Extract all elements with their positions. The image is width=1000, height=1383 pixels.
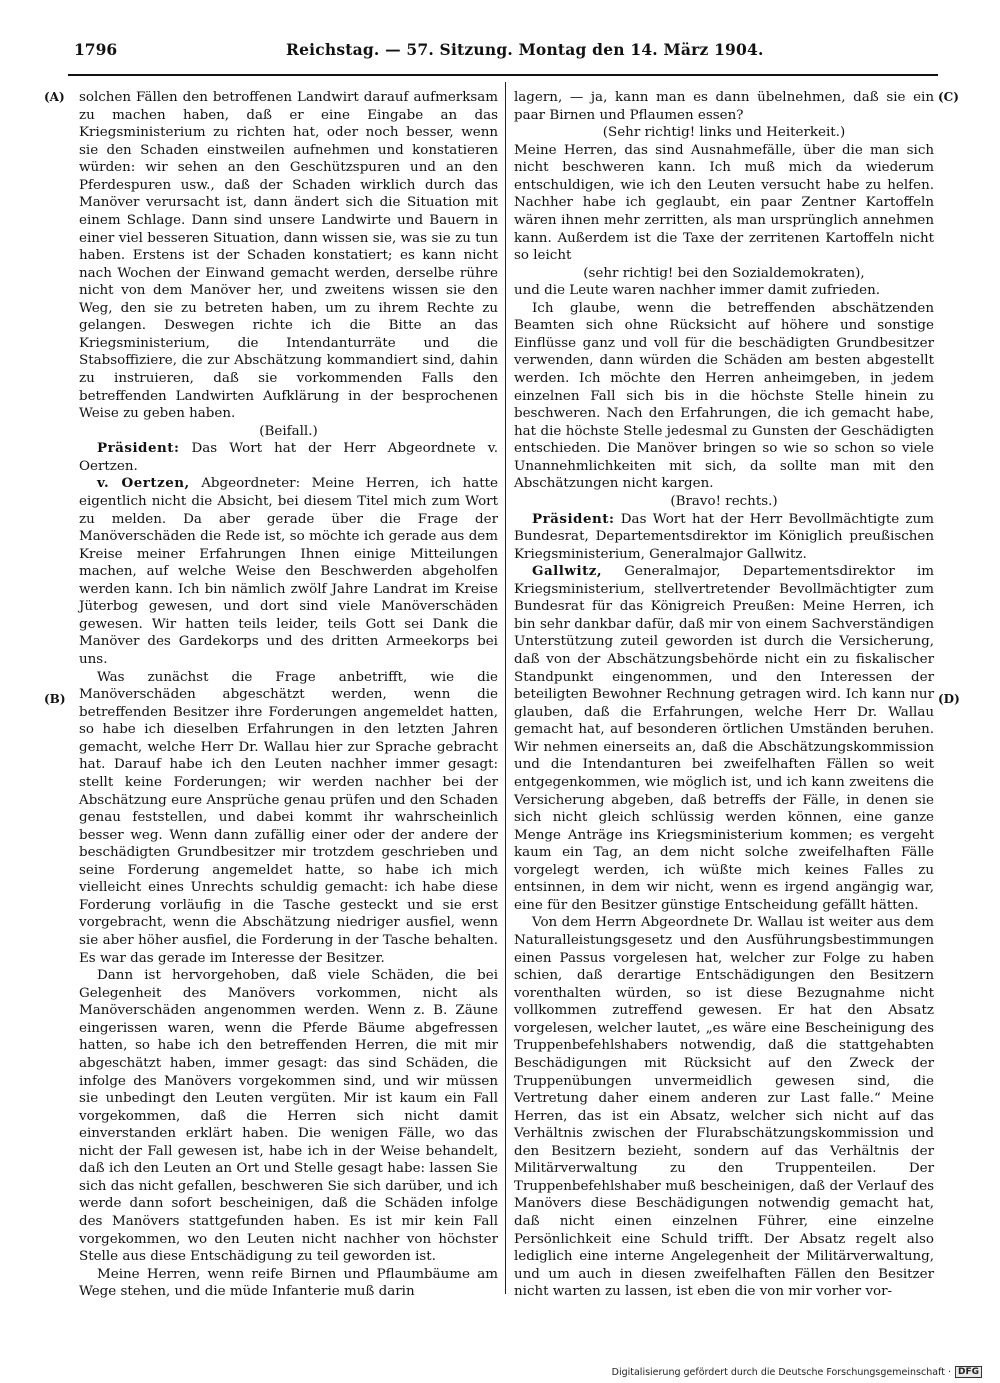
speaker-name: Gallwitz,: [532, 563, 603, 580]
margin-mark-a: (A): [44, 90, 65, 104]
page-number: 1796: [74, 40, 118, 59]
margin-mark-c: (C): [938, 90, 959, 104]
column-divider: [505, 82, 506, 1294]
paragraph: [79, 475, 498, 668]
left-column: [79, 89, 498, 1301]
speaker-name: Präsident:: [532, 510, 615, 527]
paragraph-text: Was zunächst die Frage anbetrifft, wie die Manöverschäden abgeschätzt werden, wenn die betreffenden Besitzer ihre Forderungen angemeldet hatten, so habe ich dieselben Erfahrungen in den letzten Jahren gemacht, welche Herr Dr. Wallau hier zur Sprache gebracht hat. Darauf habe ich den Leuten nachher immer gesagt: stellt keine Forderungen; wir werden nachher bei der Abschätzung eure Ansprüche genau prüfen und den Schaden genau feststellen, und dabei kommt ihr wahrscheinlich besser weg. Wenn dann zufällig einer oder der andere der beschädigten Grundbesitzer mir trotzdem geschrieben und seine Forderung angemeldet hatte, so habe ich mich vielleicht eines Unrechts schuldig gemacht: ich habe diese Forderung vorläufig in die Tasche gesteckt und sie erst vorgebracht, wenn die Abschätzung niedriger ausfiel, wenn sie aber höher ausfiel, die Forderung in der Tasche behalten. Es war das gerade im Interesse der Besitzer.: [79, 669, 498, 966]
running-title: Reichstag. — 57. Sitzung. Montag den 14. März 1904.: [286, 40, 764, 59]
stage-direction: [514, 124, 934, 142]
paragraph: [514, 914, 934, 1300]
paragraph: [514, 142, 934, 265]
page-header: [74, 40, 932, 64]
paragraph: [514, 511, 934, 564]
paragraph: [514, 282, 934, 300]
dfg-logo: DFG: [955, 1366, 982, 1378]
paragraph-text: und die Leute waren nachher immer damit zufrieden.: [514, 283, 881, 299]
margin-mark-b: (B): [44, 692, 66, 706]
paragraph: [79, 440, 498, 475]
paragraph-text: Dann ist hervorgehoben, daß viele Schäden, die bei Gelegenheit des Manövers vorkommen, nicht als Manöverschäden angenommen werden. Wenn z. B. Zäune eingerissen waren, wenn die Pferde Bäume abgefressen hatten, so habe ich den betreffenden Herren, die mit mir abgeschätzt haben, immer gesagt: das sind Schäden, die infolge des Manövers vorgekommen sind, und wir müssen sie unbedingt den Leuten vergüten. Mir ist kaum ein Fall vorgekommen, daß die Herren sich nicht damit einverstanden erklärt haben. Die wenigen Fälle, wo das nicht der Fall gewesen ist, habe ich in der Weise behandelt, daß ich den Leuten an Ort und Stelle gesagt habe: lassen Sie sich das nicht gefallen, beschweren Sie sich darüber, und ich werde dann sofort bescheinigen, daß die Schäden infolge des Manövers stattgefunden haben. Es ist mir kein Fall vorgekommen, wo den Leuten nicht nachher von höchster Stelle aus diese Entschädigung zu teil geworden ist.: [79, 968, 498, 1265]
paragraph-text: Das Wort hat der Herr Abgeordnete v. Oertzen.: [79, 441, 498, 474]
paragraph: [514, 300, 934, 493]
margin-mark-d: (D): [938, 692, 960, 706]
paragraph: [514, 563, 934, 914]
paragraph-text: (sehr richtig! bei den Sozialdemokraten),: [583, 265, 865, 281]
footer-credit: Digitalisierung gefördert durch die Deutsche Forschungsgemeinschaft ·: [611, 1366, 951, 1378]
paragraph: [79, 1266, 498, 1301]
paragraph-text: Abgeordneter: Meine Herren, ich hatte eigentlich nicht die Absicht, bei diesem Titel mich zum Wort zu melden. Da aber gerade über die Frage der Manöverschäden die Rede ist, so möchte ich gerade aus dem Kreise meiner Erfahrungen Ihnen einige Mitteilungen machen, auf welche Weise den Beschwerden abgeholfen werden kann. Ich bin nämlich zwölf Jahre Landrat im Kreise Jüterbog gewesen, und dort sind viele Manöverschäden gewesen. Wir hatten teils leider, teils Gott sei Dank die Manöver des Gardekorps und des dritten Armeekorps bei uns.: [79, 476, 499, 667]
paragraph-text: (Beifall.): [259, 423, 318, 439]
speaker-name: Präsident:: [97, 440, 180, 457]
paragraph-text: Von dem Herrn Abgeordnete Dr. Wallau ist weiter aus dem Naturalleistungsgesetz und den Ausführungsbestimmungen einen Passus vorgelesen hat, welcher zur Folge zu haben schien, daß derartige Entschädigungen den Besitzern vorenthalten würden, so ist diese Bezugnahme nicht vollkommen zutreffend gewesen. Er hat den Absatz vorgelesen, welcher lautet, „es wäre eine Bescheinigung des Truppenbefehlshabers notwendig, daß die stattgehabten Beschädigungen mit Rücksicht auf den Zweck der Truppenübungen unvermeidlich gewesen sind, die Vertretung daher einem anderen zur Last falle.“ Meine Herren, das ist ein Absatz, welcher sich nicht auf das Verhältnis zwischen der Flurabschätzungskommission und den Besitzern bezieht, sondern auf das Verhältnis der Militärverwaltung zu den Truppenteilen. Der Truppenbefehlshaber muß bescheinigen, daß der Verlauf des Manövers diese Beschädigungen notwendig gemacht hat, daß nicht einen einzelnen Führer, eine einzelne Persönlichkeit eine Schuld trifft. Der Absatz regelt also lediglich eine interne Angelegenheit der Militärverwaltung, und um auch in diesen zweifelhaften Fällen den Besitzer nicht warten zu lassen, ist eben die von mir vorher vor-: [514, 915, 934, 1300]
speaker-name: v. Oertzen,: [97, 475, 190, 492]
paragraph-text: lagern, — ja, kann man es dann übelnehmen, daß sie ein paar Birnen und Pflaumen essen?: [514, 90, 934, 123]
paragraph-text: Meine Herren, das sind Ausnahmefälle, über die man sich nicht beschweren kann. Ich muß mich da wiederum entschuldigen, wie ich den Leuten versucht habe zu helfen. Nachher habe ich geglaubt, ein paar Zentner Kartoffeln wären ihnen mehr zerritten, als man ursprünglich annehmen kann. Außerdem ist die Taxe der zerritenen Kartoffeln nicht so leicht: [514, 142, 934, 264]
paragraph: [79, 89, 498, 423]
paragraph: [79, 967, 498, 1266]
paragraph: [79, 669, 498, 968]
header-rule: [68, 74, 938, 76]
paragraph-text: Generalmajor, Departementsdirektor im Kriegsministerium, stellvertretender Bevollmächtigter zum Bundesrat für das Königreich Preußen: Meine Herren, ich bin sehr dankbar dafür, daß mir von einem Sachverständigen Unterstützung zuteil geworden ist durch die Versicherung, daß von der Abschätzungsbehörde nicht ein zu fiskalischer Standpunkt eingenommen, und den Interessen der beteiligten Bewohner Rechnung getragen wird. Ich kann nur glauben, daß die Erfahrungen, welche Herr Dr. Wallau gemacht hat, auf besonderen örtlichen Umständen beruhen. Wir nehmen einerseits an, daß die Abschätzungskommission und die Intendanturen bei zweifelhaften Fällen so weit entgegenkommen, wie möglich ist, und ich kann zweitens die Versicherung abgeben, daß betreffs der Fälle, in denen sie sich nicht gleich schlüssig werden können, eine ganze Menge Anträge ins Kriegsministerium kommen; es vergeht kaum ein Tag, an dem nicht solche zweifelhaften Fälle vorgelegt werden, ich wüßte mich keines Falles zu entsinnen, in dem wir nicht, wenn es irgend angängig war, eine für den Besitzer günstige Entscheidung gefällt hätten.: [514, 564, 934, 913]
paragraph-text: (Sehr richtig! links und Heiterkeit.): [602, 125, 846, 141]
paragraph-text: Ich glaube, wenn die betreffenden abschätzenden Beamten sich ohne Rücksicht auf höhere und sonstige Einflüsse ganz und voll für die beschädigten Grundbesitzer verwenden, dann würden die Schäden am besten abgestellt werden. Ich möchte den Herren anheimgeben, in jedem einzelnen Fall sich bis in die höchste Stelle hinein zu beschweren. Nach den Erfahrungen, die ich gemacht habe, hat die höchste Stelle jedesmal zu Gunsten der Geschädigten entschieden. Die Manöver bringen so wie so schon so viele Unannehmlichkeiten mit sich, da sollte man mit den Abschätzungen nicht kargen.: [514, 300, 934, 492]
right-column: [514, 89, 934, 1301]
paragraph-text: Das Wort hat der Herr Bevollmächtigte zum Bundesrat, Departementsdirektor im Königlich preußischen Kriegsministerium, Generalmajor Gallwitz.: [514, 511, 934, 562]
stage-direction: [79, 423, 498, 441]
paragraph-text: solchen Fällen den betroffenen Landwirt darauf aufmerksam zu machen haben, daß er eine Eingabe an das Kriegsministerium zu richten hat, oder noch besser, wenn sie den Schaden einstweilen aufnehmen und konstatieren würden: wir sehen an den Geschützspuren und an den Pferdespuren usw., daß der Schaden wirklich durch das Manöver verursacht ist, dann ändert sich die Situation mit einem Schlage. Dann sind unsere Landwirte und Bauern in einer viel besseren Situation, dann wissen sie, was sie zu tun haben. Erstens ist der Schaden konstatiert; es kann nicht nach Wochen der Einwand gemacht werden, derselbe rühre nicht von dem Manöver her, und zweitens wissen sie den Weg, den sie zu betreten haben, um zu ihrem Rechte zu gelangen. Deswegen richte ich die Bitte an das Kriegsministerium, die Intendanturräte und die Stabsoffiziere, die zur Abschätzung kommandiert sind, dahin zu instruieren, daß sie vorkommenden Falls den betreffenden Landwirten Aufklärung in der besprochenen Weise zu geben haben.: [79, 90, 498, 422]
paragraph: [514, 89, 934, 124]
stage-direction: [514, 265, 934, 283]
footer: [612, 1366, 982, 1378]
paragraph-text: (Bravo! rechts.): [670, 493, 778, 509]
stage-direction: [514, 493, 934, 511]
paragraph-text: Meine Herren, wenn reife Birnen und Pflaumbäume am Wege stehen, und die müde Infanterie muß darin: [79, 1266, 498, 1300]
